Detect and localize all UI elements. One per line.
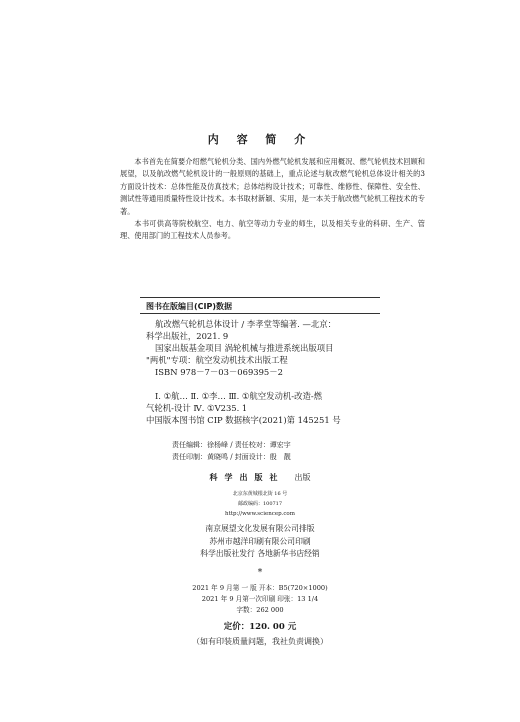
cip-top-rule [140,297,380,298]
publisher-postcode: 邮政编码：100717 [237,501,283,507]
cip-line-title: 航改燃气轮机总体设计 / 李孝堂等编著. —北京： [155,319,336,329]
staff-credits [172,439,291,463]
cip-line-record-number: 中国版本图书馆 CIP 数据核字(2021)第 145251 号 [146,415,341,425]
staff-line-2: 责任印制：黄晓鸣 / 封面设计：殷 靓 [172,453,291,461]
cip-heading: 图书在版编目(CIP)数据 [146,302,233,311]
publisher-website: http://www.sciencep.com [225,511,295,517]
summary-body [120,156,425,243]
publisher-row [0,472,520,483]
summary-paragraph-2: 本书可供高等院校航空、电力、航空等动力专业的师生，以及相关专业的科研、生产、管理、使用部门的工程技术人员参考。 [120,219,425,241]
cip-line-classification-1: Ⅰ. ①航… Ⅱ. ①李… Ⅲ. ①航空发动机-改造-燃 [155,391,323,401]
edition-line-2: 2021 年 9 月第一次印刷 印张：13 1/4 [201,595,319,603]
distribution-line: 科学出版社发行 各地新华书店经销 [200,549,320,558]
cip-line-isbn: ISBN 978－7－03－069395－2 [155,367,283,377]
quality-notice: （如有印装质量问题，我社负责调换） [192,637,328,646]
cip-line-publisher: 科学出版社，2021. 9 [146,331,229,341]
summary-paragraph-1: 本书首先在简要介绍燃气轮机分类、国内外燃气轮机发展和应用概况、燃气轮机技术回顾和展望，以及航改燃气轮机设计的一般原则的基础上，重点论述与航改燃气轮机总体设计相关的3方面设计技术：总体性能及仿真技术；总体结构设计技术；可靠性、维修性、保障性、安全性、测试性等通用质量特性设计技术。本书取材新颖、实用，是一本关于航改燃气轮机工程技术的专著。 [120,157,425,216]
cip-line-series-1: 国家出版基金项目 涡轮机械与推进系统出版项目 [155,343,334,353]
cip-mid-rule [140,313,380,314]
summary-title: 内 容 简 介 [207,133,313,146]
typeset-line: 南京展望文化发展有限公司排版 [205,524,315,533]
cip-line-blank [146,378,378,390]
cip-line-series-2: "两机"专项：航空发动机技术出版工程 [146,355,288,365]
price: 定价：120. 00 元 [223,622,297,632]
printing-info [0,523,520,561]
publisher-suffix: 出版 [294,473,311,482]
staff-line-1: 责任编辑：徐杨峰 / 责任校对：谭宏宇 [172,441,291,449]
separator-asterisk: * [257,568,263,578]
edition-line-1: 2021 年 9 月第 一 版 开本：B5(720×1000) [192,584,328,592]
publisher-name: 科学出版社 [209,473,285,482]
cip-record [146,318,378,426]
cip-line-classification-2: 气轮机-设计 Ⅳ. ①V235. 1 [146,403,248,413]
printer-line: 苏州市越洋印刷有限公司印刷 [209,536,311,546]
edition-line-3: 字数：262 000 [236,606,284,614]
edition-info [0,583,520,616]
publisher-address: 北京东黄城根北街 16 号 [232,491,288,497]
